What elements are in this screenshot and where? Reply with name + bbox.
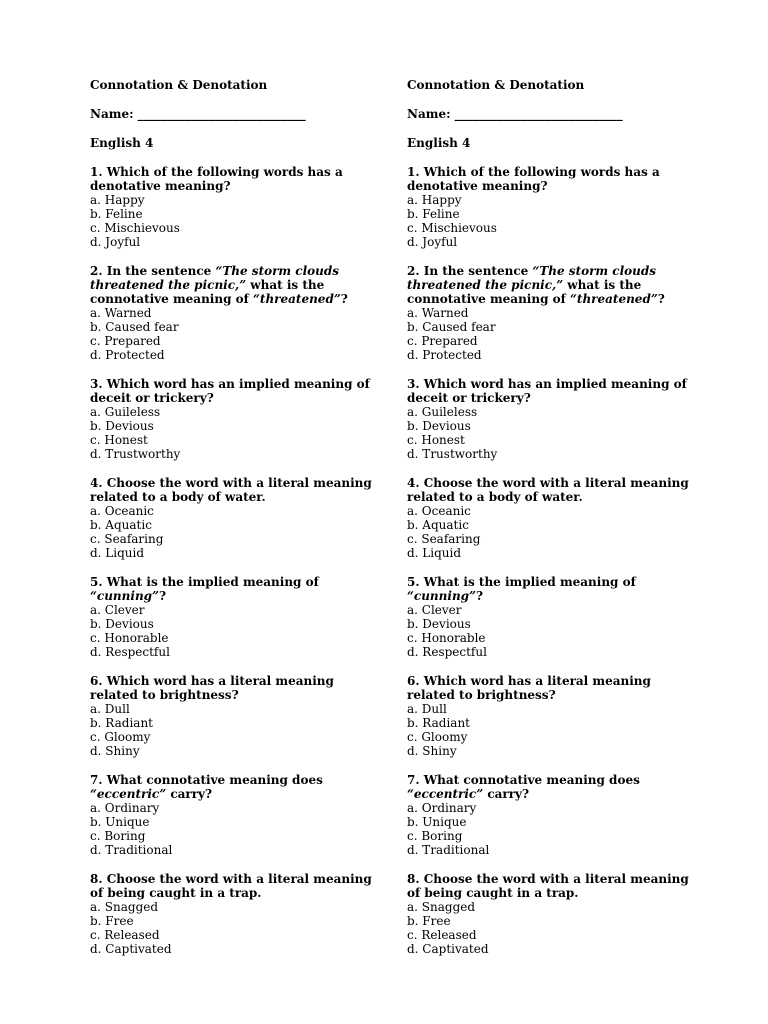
answer-option: d. Captivated — [90, 942, 172, 956]
question-prompt-segment: “eccentric” — [407, 787, 484, 801]
course-label: English 4 — [90, 136, 154, 150]
question-prompt — [407, 377, 692, 405]
question-prompt — [90, 773, 375, 801]
question-8 — [90, 872, 375, 956]
worksheet-copy-right — [407, 78, 692, 971]
question-prompt-segment: “The storm clouds threatened the picnic,” — [407, 264, 657, 292]
answer-option: d. Joyful — [90, 235, 141, 249]
answer-option: d. Liquid — [90, 546, 145, 560]
question-6 — [90, 674, 375, 758]
question-prompt-segment: 5. What is the implied meaning of — [90, 575, 319, 589]
answer-option: b. Radiant — [407, 716, 470, 730]
question-3 — [407, 377, 692, 461]
question-1 — [407, 165, 692, 249]
answer-option: c. Prepared — [407, 334, 478, 348]
answer-option: b. Unique — [407, 815, 467, 829]
answer-option: c. Gloomy — [90, 730, 151, 744]
question-prompt-segment: 2. In the sentence — [407, 264, 533, 278]
course-label: English 4 — [407, 136, 471, 150]
name-field-label: Name: ____________________________ — [407, 107, 623, 121]
answer-option: c. Mischievous — [90, 221, 180, 235]
answer-option: b. Aquatic — [407, 518, 469, 532]
question-prompt — [407, 476, 692, 504]
question-prompt — [90, 872, 375, 900]
question-4 — [407, 476, 692, 560]
answer-option: a. Oceanic — [407, 504, 471, 518]
answer-option: a. Snagged — [407, 900, 476, 914]
question-4 — [90, 476, 375, 560]
answer-option: a. Snagged — [90, 900, 159, 914]
answer-option: a. Oceanic — [90, 504, 154, 518]
answer-option: b. Caused fear — [90, 320, 179, 334]
answer-option: d. Liquid — [407, 546, 462, 560]
answer-option: d. Captivated — [407, 942, 489, 956]
answer-option: d. Protected — [407, 348, 482, 362]
question-list — [407, 165, 692, 956]
worksheet-title: Connotation & Denotation — [407, 78, 585, 92]
answer-option: a. Happy — [407, 193, 462, 207]
answer-option: b. Free — [407, 914, 451, 928]
answer-option: d. Trustworthy — [90, 447, 181, 461]
answer-option: c. Released — [90, 928, 160, 942]
question-prompt — [90, 476, 375, 504]
answer-option: b. Devious — [90, 419, 154, 433]
answer-option: a. Ordinary — [407, 801, 477, 815]
answer-option: b. Feline — [90, 207, 143, 221]
question-prompt-segment: 5. What is the implied meaning of — [407, 575, 636, 589]
answer-option: d. Protected — [90, 348, 165, 362]
answer-option: b. Unique — [90, 815, 150, 829]
answer-option: a. Clever — [90, 603, 145, 617]
question-5 — [90, 575, 375, 659]
question-prompt-segment: ? — [657, 292, 665, 306]
question-prompt-segment: ? — [475, 589, 483, 603]
worksheet-copy-left — [90, 78, 375, 971]
question-prompt-segment: 7. What connotative meaning does — [407, 773, 640, 787]
answer-option: a. Guileless — [90, 405, 161, 419]
question-5 — [407, 575, 692, 659]
answer-option: c. Gloomy — [407, 730, 468, 744]
answer-option: d. Respectful — [90, 645, 170, 659]
question-prompt-segment: “eccentric” — [90, 787, 167, 801]
question-8 — [407, 872, 692, 956]
question-prompt-segment: “cunning” — [90, 589, 159, 603]
answer-option: a. Warned — [90, 306, 152, 320]
answer-option: d. Traditional — [407, 843, 490, 857]
answer-option: d. Shiny — [407, 744, 457, 758]
question-7 — [407, 773, 692, 857]
question-prompt — [90, 165, 375, 193]
question-prompt-segment: 4. Choose the word with a literal meaning related to a body of water. — [90, 476, 372, 504]
question-prompt-segment: 2. In the sentence — [90, 264, 216, 278]
answer-option: c. Honorable — [90, 631, 169, 645]
answer-option: c. Seafaring — [90, 532, 164, 546]
question-prompt-segment: ? — [340, 292, 348, 306]
answer-option: a. Dull — [407, 702, 447, 716]
answer-option: a. Dull — [90, 702, 130, 716]
answer-option: c. Seafaring — [407, 532, 481, 546]
answer-option: c. Boring — [407, 829, 463, 843]
question-prompt — [407, 674, 692, 702]
question-prompt-segment: 1. Which of the following words has a denotative meaning? — [90, 165, 343, 193]
question-prompt-segment: 3. Which word has an implied meaning of deceit or trickery? — [90, 377, 370, 405]
answer-option: a. Guileless — [407, 405, 478, 419]
answer-option: d. Respectful — [407, 645, 487, 659]
worksheet-title: Connotation & Denotation — [90, 78, 268, 92]
answer-option: b. Devious — [407, 617, 471, 631]
question-prompt-segment: 6. Which word has a literal meaning related to brightness? — [90, 674, 334, 702]
question-prompt — [407, 165, 692, 193]
answer-option: b. Devious — [90, 617, 154, 631]
answer-option: c. Boring — [90, 829, 146, 843]
question-prompt — [407, 575, 692, 603]
answer-option: c. Mischievous — [407, 221, 497, 235]
answer-option: c. Honest — [90, 433, 148, 447]
answer-option: b. Feline — [407, 207, 460, 221]
answer-option: a. Ordinary — [90, 801, 160, 815]
question-2 — [407, 264, 692, 362]
answer-option: d. Joyful — [407, 235, 458, 249]
answer-option: a. Happy — [90, 193, 145, 207]
answer-option: b. Free — [90, 914, 134, 928]
question-prompt — [407, 872, 692, 900]
question-prompt-segment: “cunning” — [407, 589, 476, 603]
question-7 — [90, 773, 375, 857]
answer-option: a. Clever — [407, 603, 462, 617]
answer-option: c. Honorable — [407, 631, 486, 645]
question-6 — [407, 674, 692, 758]
question-prompt-segment: what is the connotative meaning of — [407, 278, 642, 306]
question-prompt-segment: what is the connotative meaning of — [90, 278, 325, 306]
question-prompt-segment: 3. Which word has an implied meaning of deceit or trickery? — [407, 377, 687, 405]
question-prompt-segment: “threatened” — [253, 292, 341, 306]
answer-option: b. Devious — [407, 419, 471, 433]
question-prompt-segment: ? — [158, 589, 166, 603]
answer-option: c. Honest — [407, 433, 465, 447]
question-prompt-segment: 1. Which of the following words has a denotative meaning? — [407, 165, 660, 193]
question-prompt-segment: 8. Choose the word with a literal meaning of being caught in a trap. — [407, 872, 689, 900]
answer-option: c. Prepared — [90, 334, 161, 348]
answer-option: d. Traditional — [90, 843, 173, 857]
answer-option: b. Caused fear — [407, 320, 496, 334]
answer-option: b. Radiant — [90, 716, 153, 730]
question-prompt — [407, 264, 692, 306]
question-prompt-segment: “The storm clouds threatened the picnic,” — [90, 264, 340, 292]
answer-option: d. Shiny — [90, 744, 140, 758]
answer-option: a. Warned — [407, 306, 469, 320]
question-list — [90, 165, 375, 956]
question-prompt — [90, 575, 375, 603]
question-1 — [90, 165, 375, 249]
question-prompt-segment: 6. Which word has a literal meaning related to brightness? — [407, 674, 651, 702]
question-prompt — [407, 773, 692, 801]
answer-option: b. Aquatic — [90, 518, 152, 532]
answer-option: c. Released — [407, 928, 477, 942]
question-prompt — [90, 264, 375, 306]
question-prompt-segment: 4. Choose the word with a literal meaning related to a body of water. — [407, 476, 689, 504]
question-prompt-segment: 7. What connotative meaning does — [90, 773, 323, 787]
question-prompt-segment: carry? — [483, 787, 530, 801]
question-3 — [90, 377, 375, 461]
question-prompt-segment: “threatened” — [570, 292, 658, 306]
question-prompt — [90, 377, 375, 405]
name-field-label: Name: ____________________________ — [90, 107, 306, 121]
question-prompt — [90, 674, 375, 702]
answer-option: d. Trustworthy — [407, 447, 498, 461]
question-prompt-segment: carry? — [166, 787, 213, 801]
question-2 — [90, 264, 375, 362]
question-prompt-segment: 8. Choose the word with a literal meaning of being caught in a trap. — [90, 872, 372, 900]
